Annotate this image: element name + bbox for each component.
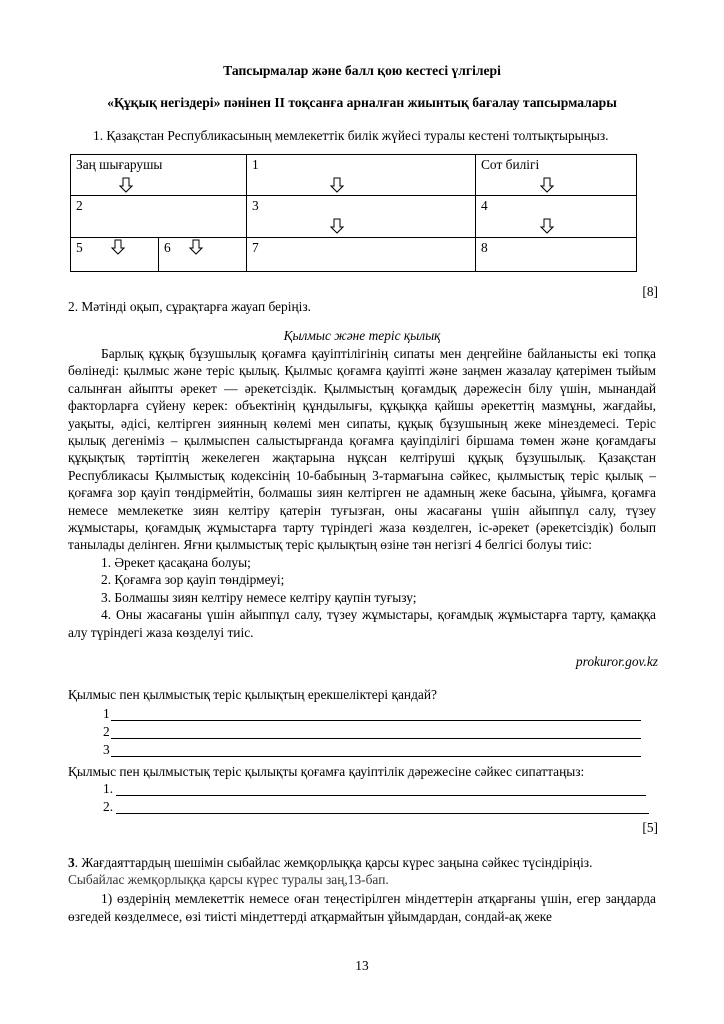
cell-label: 7 bbox=[252, 240, 259, 255]
task2-question: 2. Мәтінді оқып, сұрақтарға жауап беріңіз. bbox=[68, 299, 311, 314]
source-citation: prokuror.gov.kz bbox=[575, 654, 658, 669]
down-arrow-icon bbox=[119, 177, 133, 193]
table-cell-8[interactable] bbox=[476, 238, 637, 272]
down-arrow-icon bbox=[330, 177, 344, 193]
table-cell-1[interactable] bbox=[247, 155, 476, 196]
cell-label: 8 bbox=[481, 240, 488, 255]
cell-label: 1 bbox=[252, 157, 259, 172]
down-arrow-icon bbox=[189, 239, 203, 255]
table-row bbox=[71, 196, 637, 238]
table-cell-2[interactable] bbox=[71, 196, 247, 238]
answer-line[interactable] bbox=[111, 738, 641, 739]
task1-question: 1. Қазақстан Республикасының мемлекеттік билік жүйесі туралы кестені толтықтырыңыз. bbox=[93, 128, 609, 143]
down-arrow-icon bbox=[111, 239, 125, 255]
law-reference: Сыбайлас жемқорлыққа қарсы күрес туралы заң,13-бап. bbox=[68, 872, 389, 887]
cell-label: 4 bbox=[481, 198, 488, 213]
task3-text: . Жағдаяттардың шешімін сыбайлас жемқорлыққа қарсы күрес заңына сәйкес түсіндіріңіз. bbox=[74, 855, 593, 870]
cell-label: Сот билігі bbox=[481, 157, 540, 172]
task2-score: [5] bbox=[642, 820, 658, 835]
question-a: Қылмыс пен қылмыстық теріс қылықтың ерекшеліктері қандай? bbox=[68, 687, 437, 702]
cell-label: 2 bbox=[76, 198, 83, 213]
list-item: 4. Оны жасағаны үшін айыппұл салу, түзеу жұмыстары, қоғамдық жұмыстарға тарту, қамаққа алу түріндегі жаза көзделуі тиіс. bbox=[68, 607, 656, 640]
answer-number: 2 bbox=[103, 724, 110, 739]
cell-label: 6 bbox=[164, 240, 171, 255]
answer-line[interactable] bbox=[116, 813, 649, 814]
table-row bbox=[71, 238, 637, 272]
power-system-table bbox=[70, 154, 637, 272]
cell-label: 3 bbox=[252, 198, 259, 213]
table-cell-judicial[interactable] bbox=[476, 155, 637, 196]
list-item: 2. Қоғамға зор қауіп төндірмеуі; bbox=[101, 572, 285, 588]
table-row bbox=[71, 155, 637, 196]
answer-line[interactable] bbox=[111, 756, 641, 757]
down-arrow-icon bbox=[540, 218, 554, 234]
answer-number: 3 bbox=[103, 742, 110, 757]
task1-score: [8] bbox=[642, 284, 658, 299]
list-item: 3. Болмашы зиян келтіру немесе келтіру қаупін туғызу; bbox=[101, 589, 417, 605]
table-cell-7[interactable] bbox=[247, 238, 476, 272]
list-item: 1. Әрекет қасақана болуы; bbox=[101, 554, 251, 570]
table-cell-legislative[interactable] bbox=[71, 155, 247, 196]
table-cell-6[interactable] bbox=[159, 238, 247, 272]
table-cell-4[interactable] bbox=[476, 196, 637, 238]
page-number: 13 bbox=[355, 958, 369, 973]
task3-number: 3 bbox=[68, 855, 75, 870]
law-paragraph: 1) өздерінің мемлекеттік немесе оған теңестірілген міндеттерін атқарғаны үшін, егер заңдарда өзгедей көзделмесе, өзі тиісті міндеттерді атқармайтын ұйымдардан, сондай-ақ жеке bbox=[68, 891, 656, 924]
answer-line[interactable] bbox=[116, 795, 646, 796]
answer-number: 1 bbox=[103, 706, 110, 721]
down-arrow-icon bbox=[330, 218, 344, 234]
page-title: Тапсырмалар және балл қою кестесі үлгілері bbox=[223, 63, 501, 78]
reading-paragraph: Барлық құқық бұзушылық қоғамға қауіптілігінің сипаты мен деңгейіне байланысты екі топқа бөлінеді: қылмыс және теріс қылық. Қылмыс қоғамға қауіпті және заңмен жазалау қатерімен тыйым салынған айыпты әрекет — әрекетсіздік. Қылмыстың қоғамдық дәрежесін білу үшін, мынандай факторларға сүйену керек: объектінің құндылығы, құқыққа қайшы әрекеттің мазмұны, жағдайы, уақыты, әдісі, келтірген зиянның көлемі мен сипаты, құқық бұзушының жеке мінездемесі. Теріс қылық дегеніміз – қылмыспен салыстырғанда қоғамға қауіпділігі біршама төмен және қоғамдағы құқықтық тәртіптің жекелеген жақтарына нұқсан келтіруші құқық бұзушылық. Қазақстан Республикасы Қылмыстық кодексінің 10-бабының 3-тармағына сәйкес, қылмыстық теріс қылық – қоғамға зор қауіп төндірмейтін, болмашы зиян келтірген не адамның жеке басына, ұйымға, қоғамға немесе мемлекетке зиян келтіру қатерін туғызған, оны жасағаны үшін айыппұл салу, түзеу жұмыстары, қоғамдық жұмыстарға тарту түріндегі жаза көзделген, іс-әрекет (әрекетсіздік) болып танылады делінген. Яғни қылмыстық теріс қылықтың өзіне тән негізгі 4 белгісі болуы тиіс: bbox=[68, 346, 656, 553]
answer-number: 2. bbox=[103, 799, 114, 814]
task3-text-block bbox=[68, 890, 656, 926]
table-cell-3[interactable] bbox=[247, 196, 476, 238]
table-cell-5[interactable] bbox=[71, 238, 159, 272]
text-title: Қылмыс және теріс қылық bbox=[283, 328, 441, 343]
cell-label: Заң шығарушы bbox=[76, 157, 163, 172]
answer-number: 1. bbox=[103, 781, 114, 796]
question-b: Қылмыс пен қылмыстық теріс қылықты қоғамға қауіптілік дәрежесіне сәйкес сипаттаңыз: bbox=[68, 764, 585, 779]
down-arrow-icon bbox=[540, 177, 554, 193]
task3-question bbox=[68, 855, 592, 871]
page-subtitle: «Құқық негіздері» пәнінен ІІ тоқсанға арналған жиынтық бағалау тапсырмалары bbox=[107, 95, 617, 110]
reading-text bbox=[68, 345, 656, 641]
answer-line[interactable] bbox=[111, 720, 641, 721]
cell-label: 5 bbox=[76, 240, 83, 255]
